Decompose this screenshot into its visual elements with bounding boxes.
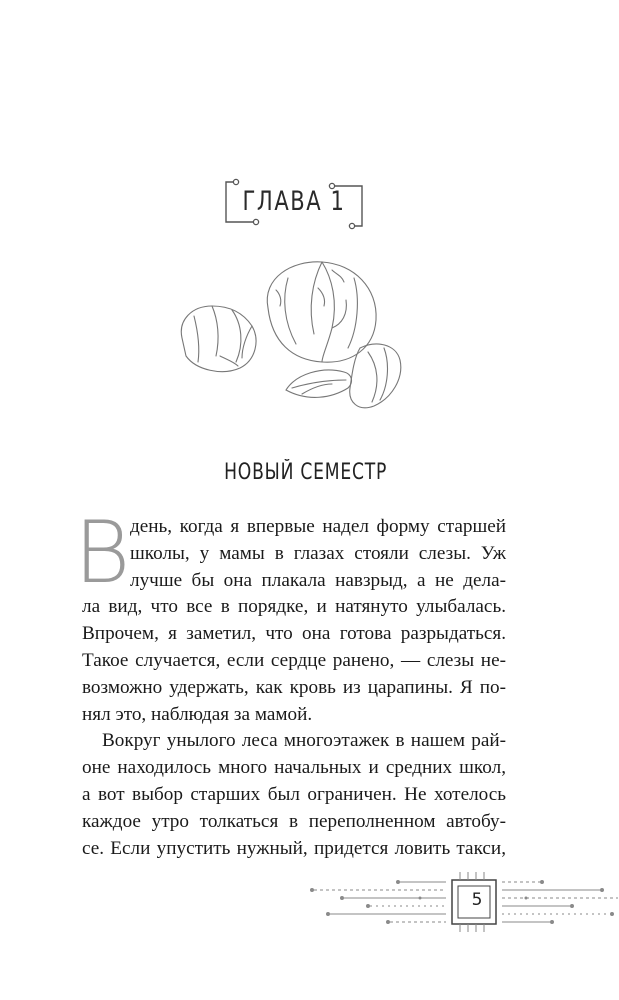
chapter-title: ГЛАВА 1 [242, 186, 346, 217]
text-line: а вот выбор старших был ограничен. Не хотелось [82, 783, 506, 805]
text-line: нял это, наблюдая за мамой. [82, 703, 313, 725]
text-line: день, когда я впервые надел форму старшей [130, 516, 506, 537]
text-line: каждое утро толкаться в переполненном автобу- [82, 810, 506, 832]
circuit-board-icon [300, 868, 619, 938]
text-line: возможно удержать, как кровь из царапины. Я по- [82, 676, 506, 698]
text-line: Такое случается, если сердце ранено, — слезы не- [82, 649, 506, 671]
tangerine-illustration-icon [172, 248, 412, 428]
section-title: НОВЫЙ СЕМЕСТР [224, 460, 388, 485]
drop-cap: В [74, 503, 131, 603]
text-line: лучше бы она плакала навзрыд, а не дела- [130, 569, 506, 591]
text-line: оне находилось много начальных и средних школ, [82, 757, 506, 779]
text-line: школы, у мамы в глазах стояли слезы. Уж [130, 542, 506, 564]
text-line: се. Если упустить нужный, придется ловить такси, [82, 837, 506, 859]
body-text [82, 514, 506, 862]
text-line: Вокруг унылого леса многоэтажек в нашем рай- [102, 730, 506, 752]
text-line: ла вид, что все в порядке, и натянуто улыбалась. [82, 596, 506, 618]
chapter-heading-frame [222, 178, 366, 232]
page-number: 5 [471, 890, 483, 910]
text-line: Впрочем, я заметил, что она готова разрыдаться. [82, 623, 506, 645]
